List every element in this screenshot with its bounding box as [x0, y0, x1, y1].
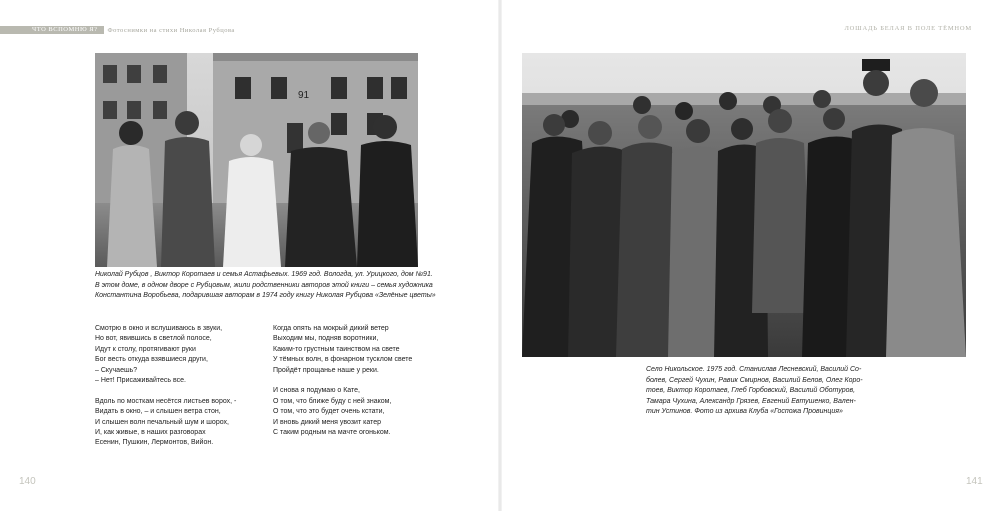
photo-nikolskoe: [522, 53, 966, 357]
poem-line: И вновь дикий меня увозит катер: [273, 418, 381, 426]
poem-line: С таким родным на мачте огоньком.: [273, 429, 391, 437]
caption-line: Николай Рубцов , Виктор Коротаев и семья Астафьевых. 1969 год. Вологда, ул. Урицкого, дом №91.: [95, 271, 433, 278]
poem-line: Пройдёт прощанье наше у реки.: [273, 366, 379, 374]
photo-vologda: [95, 53, 418, 267]
photo-caption-left: [95, 270, 436, 302]
photo-vologda-image: [95, 53, 418, 267]
poem-line: И, как живые, в наших разговорах: [95, 429, 206, 437]
poem-line: Выходим мы, подняв воротники,: [273, 335, 379, 343]
poem-stanza: [273, 324, 443, 376]
poem-line: Бог весть откуда взявшиеся други,: [95, 356, 208, 364]
poem-line: Когда опять на мокрый дикий ветер: [273, 325, 389, 332]
page-number-right: 141: [966, 476, 983, 487]
poem-line: – Нет! Присаживайтесь все.: [95, 377, 187, 385]
caption-line: Константина Воробьева, подарившая авторам в 1974 году книгу Николая Рубцова «Зелёные цветы»: [95, 292, 436, 299]
poem-stanza: [95, 324, 265, 386]
poem-line: Есенин, Пушкин, Лермонтов, Вийон.: [95, 439, 214, 447]
poem-column-1: [95, 324, 265, 459]
poem-line: Но вот, явившись в светлой полосе,: [95, 335, 212, 343]
caption-line: В этом доме, в одном дворе с Рубцовым, жили родственники авторов этой книги – семья художника: [95, 281, 433, 289]
poem-line: Идут к столу, протягивают руки: [95, 345, 196, 353]
caption-line: тин Устинов. Фото из архива Клуба «Госпожа Провинция»: [646, 408, 843, 415]
photo-nikolskoe-image: [522, 53, 966, 357]
poem-line: Видать в окно, – и слышен ветра стон,: [95, 408, 221, 416]
poem-line: Смотрю в окно и вслушиваюсь в звуки,: [95, 325, 223, 332]
section-title: ЧТО ВСПОМНЮ Я?: [0, 26, 104, 34]
poem-line: Вдоль по мосткам несётся листьев ворох, -: [95, 397, 237, 405]
poem-line: О том, что ближе буду с ней знаком,: [273, 397, 392, 405]
running-header-right: ЛОШАДЬ БЕЛАЯ В ПОЛЕ ТЁМНОМ: [844, 25, 972, 32]
running-header-left: [0, 26, 430, 34]
poem-column-2: [273, 324, 443, 449]
poem-stanza: [95, 397, 265, 449]
poem-line: И слышен волн печальный шум и шорох,: [95, 418, 229, 426]
book-title: Фотоснимки на стихи Николая Рубцова: [107, 26, 235, 34]
caption-line: Село Никольское. 1975 год. Станислав Лесневский, Василий Со-: [646, 366, 862, 373]
poem-line: У тёмных волн, в фонарном тусклом свете: [273, 356, 413, 364]
caption-line: болев, Сергей Чухин, Равик Смирнов, Василий Белов, Олег Коро-: [646, 376, 863, 384]
poem-stanza: [273, 386, 443, 438]
caption-line: тоев, Виктор Коротаев, Глеб Горбовский, Василий Оботуров,: [646, 387, 856, 394]
caption-line: Тамара Чухина, Александр Грязев, Евгений Евтушенко, Вален-: [646, 397, 856, 405]
page-number-left: 140: [19, 476, 36, 487]
poem-line: О том, что это будет очень кстати,: [273, 408, 385, 416]
poem-line: Каким-то грустным таинством на свете: [273, 345, 400, 353]
poem-line: – Скучаешь?: [95, 366, 138, 374]
photo-caption-right: [646, 365, 863, 418]
poem-line: И снова я подумаю о Кате,: [273, 387, 361, 395]
svg-text:91: 91: [298, 90, 310, 101]
book-gutter: [498, 0, 502, 511]
